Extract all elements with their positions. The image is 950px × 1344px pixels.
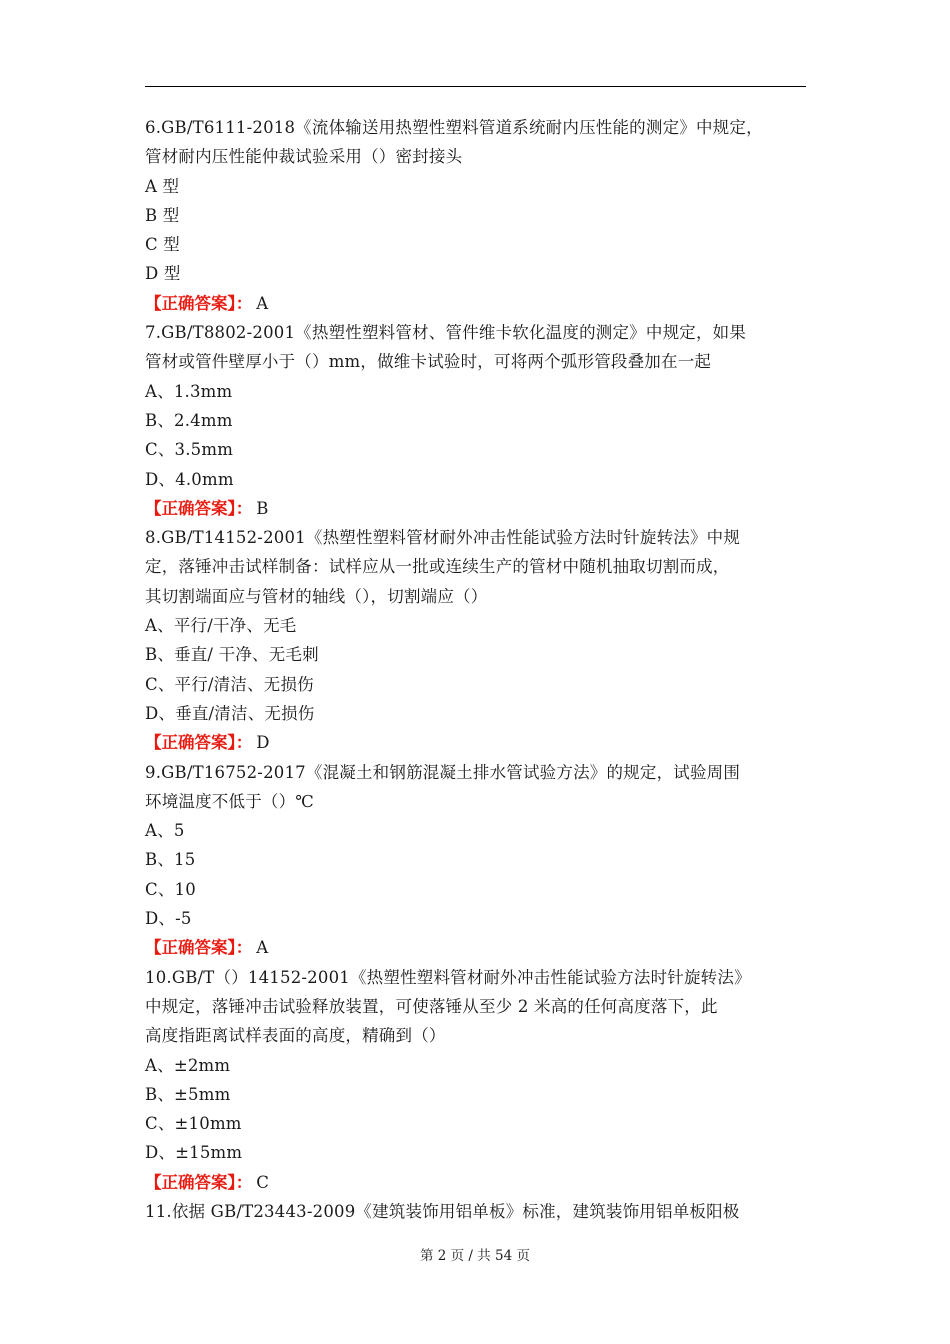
correct-answer-line [145, 494, 825, 523]
question-block [145, 523, 825, 757]
question-stem-line: 其切割端面应与管材的轴线（），切割端应（） [145, 586, 488, 606]
question-block [145, 318, 825, 523]
answer-option: C、3.5mm [145, 440, 234, 460]
question-stem-line: 环境温度不低于（）℃ [145, 791, 314, 811]
question-block [145, 758, 825, 963]
answer-option: D、±15mm [145, 1143, 243, 1163]
question-block [145, 113, 825, 318]
answer-option: C、±10mm [145, 1114, 242, 1134]
answer-option: A 型 [145, 176, 180, 196]
answer-option: A、1.3mm [145, 381, 233, 401]
answer-option: B、±5mm [145, 1084, 231, 1104]
answer-option: A、平行/干净、无毛 [145, 616, 297, 636]
correct-answer-label: 【正确答案】： [145, 498, 253, 518]
answer-option: D、垂直/清洁、无损伤 [145, 703, 315, 723]
answer-option: D、4.0mm [145, 469, 234, 489]
correct-answer-label: 【正确答案】： [145, 938, 253, 958]
correct-answer-value: A [256, 293, 269, 313]
question-stem-line: 11.依据 GB/T23443-2009《建筑装饰用铝单板》标准，建筑装饰用铝单板阳极 [145, 1201, 740, 1221]
answer-option: D、-5 [145, 909, 192, 929]
correct-answer-label: 【正确答案】： [145, 733, 253, 753]
correct-answer-value: D [256, 733, 270, 753]
question-stem-line: 8.GB/T14152-2001《热塑性塑料管材耐外冲击性能试验方法时针旋转法》中规 [145, 528, 741, 548]
correct-answer-value: C [256, 1172, 269, 1192]
question-stem-line: 10.GB/T（）14152-2001《热塑性塑料管材耐外冲击性能试验方法时针旋转法》 [145, 967, 751, 987]
question-stem-line: 高度指距离试样表面的高度，精确到（） [145, 1026, 446, 1046]
correct-answer-line [145, 728, 825, 757]
correct-answer-value: A [256, 938, 269, 958]
question-list [145, 113, 825, 1226]
question-stem-line: 6.GB/T6111-2018《流体输送用热塑性塑料管道系统耐内压性能的测定》中规定， [145, 118, 763, 137]
question-stem-line: 7.GB/T8802-2001《热塑性塑料管材、管件维卡软化温度的测定》中规定，如果 [145, 323, 747, 343]
question-stem-line: 9.GB/T16752-2017《混凝土和钢筋混凝土排水管试验方法》的规定，试验周围 [145, 762, 741, 782]
correct-answer-line [145, 1168, 825, 1197]
answer-option: C 型 [145, 235, 180, 255]
correct-answer-label: 【正确答案】： [145, 1172, 253, 1192]
answer-option: B、15 [145, 850, 196, 870]
correct-answer-label: 【正确答案】： [145, 293, 253, 313]
answer-option: A、±2mm [145, 1055, 231, 1075]
answer-option: C、10 [145, 879, 196, 899]
header-rule [145, 86, 806, 87]
answer-option: A、5 [145, 821, 185, 841]
question-stem-line: 定，落锤冲击试样制备：试样应从一批或连续生产的管材中随机抽取切割而成， [145, 557, 730, 577]
correct-answer-value: B [256, 498, 269, 518]
correct-answer-line [145, 289, 825, 318]
answer-option: B 型 [145, 205, 180, 225]
question-stem-line: 中规定，落锤冲击试验释放装置，可使落锤从至少 2 米高的任何高度落下，此 [145, 996, 718, 1016]
page-footer: 第 2 页 / 共 54 页 [419, 1248, 531, 1264]
question-stem-line: 管材耐内压性能仲裁试验采用（）密封接头 [145, 147, 463, 167]
answer-option: D 型 [145, 264, 181, 284]
answer-option: C、平行/清洁、无损伤 [145, 674, 314, 694]
answer-option: B、2.4mm [145, 410, 233, 430]
answer-option: B、垂直/ 干净、无毛刺 [145, 645, 319, 665]
question-stem-line: 管材或管件壁厚小于（）mm，做维卡试验时，可将两个弧形管段叠加在一起 [145, 352, 712, 372]
correct-answer-line [145, 933, 825, 962]
question-block [145, 1197, 825, 1226]
question-block [145, 963, 825, 1197]
